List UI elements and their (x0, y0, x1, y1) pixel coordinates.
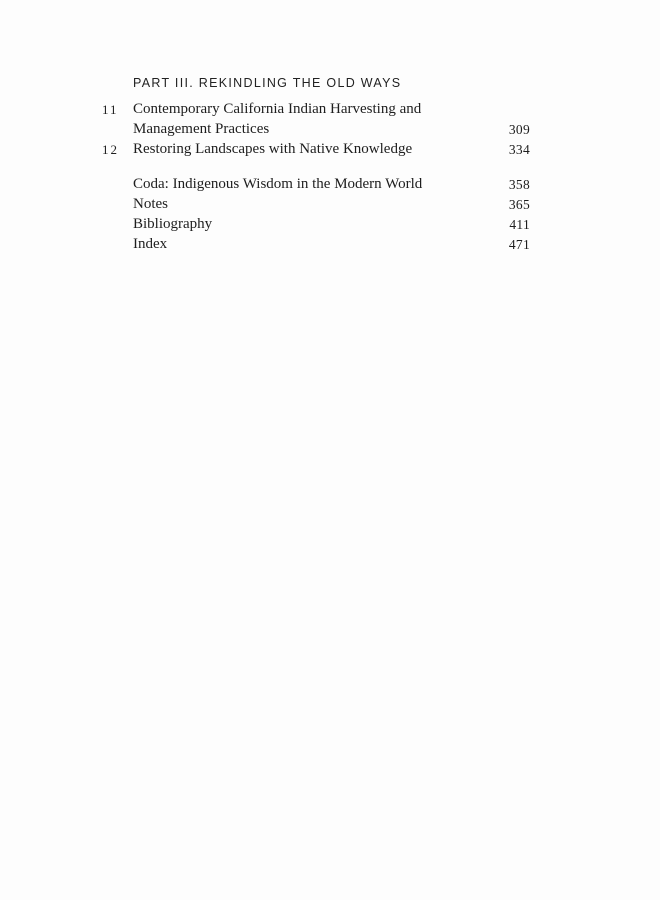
part-heading: PART III. REKINDLING THE OLD WAYS (133, 76, 402, 90)
page-number: 471 (508, 237, 530, 252)
toc-entry-chapter-12 (0, 139, 660, 159)
toc-entry-chapter-11-continued (0, 119, 660, 139)
entry-title: Notes (133, 196, 168, 212)
toc-entry-notes (0, 194, 660, 214)
chapter-title-line-1: Contemporary California Indian Harvesting and (133, 101, 422, 117)
entry-title: Index (133, 236, 168, 252)
toc-entry-bibliography (0, 214, 660, 234)
chapter-number: 11 (102, 102, 119, 117)
page-number: 334 (508, 142, 530, 157)
toc-entry-coda (0, 174, 660, 194)
toc-entry-chapter-11 (0, 99, 660, 119)
page-number: 365 (508, 197, 530, 212)
page-number: 309 (508, 122, 530, 137)
chapter-title: Restoring Landscapes with Native Knowledge (133, 141, 413, 157)
page-number: 411 (509, 217, 530, 232)
entry-title: Bibliography (133, 216, 213, 232)
entry-title: Coda: Indigenous Wisdom in the Modern World (133, 176, 423, 192)
chapter-title-line-2: Management Practices (133, 121, 270, 137)
page-number: 358 (508, 177, 530, 192)
toc-entry-index (0, 234, 660, 254)
chapter-number: 12 (102, 142, 119, 157)
